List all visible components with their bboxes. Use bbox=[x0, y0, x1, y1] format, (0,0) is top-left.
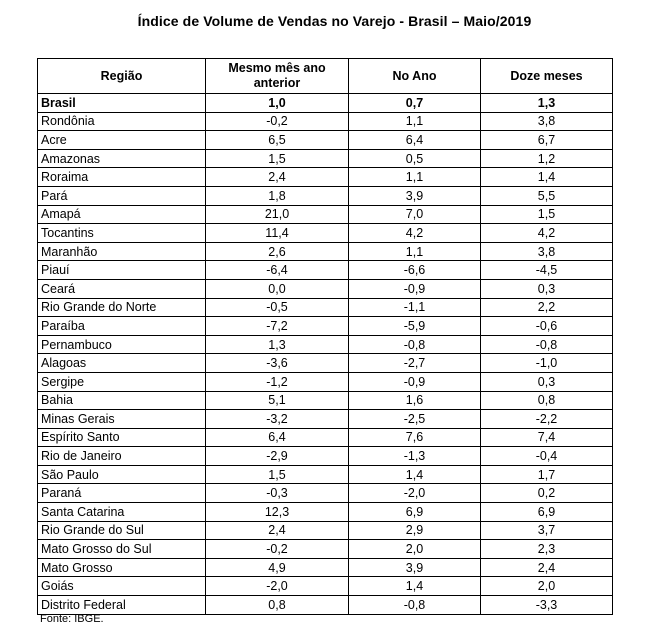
table-row bbox=[38, 503, 613, 522]
no-ano-cell: 1,1 bbox=[349, 112, 481, 131]
no-ano-cell: 2,9 bbox=[349, 521, 481, 540]
no-ano-cell: 3,9 bbox=[349, 186, 481, 205]
doze-meses-cell: 3,8 bbox=[481, 112, 613, 131]
no-ano-cell: -0,8 bbox=[349, 335, 481, 354]
region-cell: Piauí bbox=[38, 261, 206, 280]
doze-meses-cell: 1,5 bbox=[481, 205, 613, 224]
doze-meses-cell: 0,8 bbox=[481, 391, 613, 410]
table-row bbox=[38, 298, 613, 317]
region-cell: Rondônia bbox=[38, 112, 206, 131]
region-cell: Pará bbox=[38, 186, 206, 205]
header-no-ano: No Ano bbox=[349, 59, 481, 94]
region-cell: Rio Grande do Norte bbox=[38, 298, 206, 317]
mesmo-mes-cell: -6,4 bbox=[206, 261, 349, 280]
mesmo-mes-cell: 5,1 bbox=[206, 391, 349, 410]
doze-meses-cell: 1,4 bbox=[481, 168, 613, 187]
region-cell: Amazonas bbox=[38, 149, 206, 168]
table-row bbox=[38, 372, 613, 391]
no-ano-cell: -0,9 bbox=[349, 279, 481, 298]
mesmo-mes-cell: -0,2 bbox=[206, 540, 349, 559]
no-ano-cell: 0,5 bbox=[349, 149, 481, 168]
table-row bbox=[38, 279, 613, 298]
doze-meses-cell: 2,3 bbox=[481, 540, 613, 559]
no-ano-cell: 7,0 bbox=[349, 205, 481, 224]
no-ano-cell: 6,9 bbox=[349, 503, 481, 522]
no-ano-cell: 1,4 bbox=[349, 465, 481, 484]
table-row bbox=[38, 168, 613, 187]
region-cell: Paraíba bbox=[38, 317, 206, 336]
region-cell: Goiás bbox=[38, 577, 206, 596]
doze-meses-cell: -4,5 bbox=[481, 261, 613, 280]
mesmo-mes-cell: -3,2 bbox=[206, 410, 349, 429]
region-cell: Bahia bbox=[38, 391, 206, 410]
doze-meses-cell: 6,9 bbox=[481, 503, 613, 522]
doze-meses-cell: 0,2 bbox=[481, 484, 613, 503]
doze-meses-cell: 2,0 bbox=[481, 577, 613, 596]
region-cell: Rio de Janeiro bbox=[38, 447, 206, 466]
doze-meses-cell: 2,4 bbox=[481, 558, 613, 577]
no-ano-cell: -5,9 bbox=[349, 317, 481, 336]
sales-volume-table bbox=[37, 58, 613, 615]
mesmo-mes-cell: 2,4 bbox=[206, 521, 349, 540]
table-row bbox=[38, 205, 613, 224]
header-mesmo-mes: Mesmo mês ano anterior bbox=[206, 59, 349, 94]
doze-meses-cell: -3,3 bbox=[481, 596, 613, 615]
region-cell: Espírito Santo bbox=[38, 428, 206, 447]
table-row bbox=[38, 335, 613, 354]
doze-meses-cell: -0,8 bbox=[481, 335, 613, 354]
no-ano-cell: -1,1 bbox=[349, 298, 481, 317]
no-ano-cell: 7,6 bbox=[349, 428, 481, 447]
region-cell: Minas Gerais bbox=[38, 410, 206, 429]
mesmo-mes-cell: -7,2 bbox=[206, 317, 349, 336]
mesmo-mes-cell: 2,4 bbox=[206, 168, 349, 187]
no-ano-cell: 1,4 bbox=[349, 577, 481, 596]
region-cell: Ceará bbox=[38, 279, 206, 298]
doze-meses-cell: 0,3 bbox=[481, 372, 613, 391]
no-ano-cell: 2,0 bbox=[349, 540, 481, 559]
mesmo-mes-cell: 6,4 bbox=[206, 428, 349, 447]
table-row bbox=[38, 540, 613, 559]
mesmo-mes-cell: 4,9 bbox=[206, 558, 349, 577]
table-row bbox=[38, 558, 613, 577]
doze-meses-cell: 0,3 bbox=[481, 279, 613, 298]
doze-meses-cell: -0,6 bbox=[481, 317, 613, 336]
no-ano-cell: -2,5 bbox=[349, 410, 481, 429]
mesmo-mes-cell: 6,5 bbox=[206, 131, 349, 150]
region-cell: Pernambuco bbox=[38, 335, 206, 354]
region-cell: Santa Catarina bbox=[38, 503, 206, 522]
no-ano-cell: -2,7 bbox=[349, 354, 481, 373]
header-doze-meses: Doze meses bbox=[481, 59, 613, 94]
region-cell: Mato Grosso do Sul bbox=[38, 540, 206, 559]
region-cell: Amapá bbox=[38, 205, 206, 224]
table-row bbox=[38, 242, 613, 261]
table-title: Índice de Volume de Vendas no Varejo - Brasil – Maio/2019 bbox=[137, 13, 532, 29]
no-ano-cell: -2,0 bbox=[349, 484, 481, 503]
mesmo-mes-cell: -0,3 bbox=[206, 484, 349, 503]
region-cell: Roraima bbox=[38, 168, 206, 187]
no-ano-cell: 3,9 bbox=[349, 558, 481, 577]
doze-meses-cell: 5,5 bbox=[481, 186, 613, 205]
region-cell: Paraná bbox=[38, 484, 206, 503]
table-row bbox=[38, 354, 613, 373]
table-row bbox=[38, 186, 613, 205]
mesmo-mes-cell: -0,2 bbox=[206, 112, 349, 131]
doze-meses-cell: 3,8 bbox=[481, 242, 613, 261]
region-cell: Brasil bbox=[38, 94, 206, 113]
doze-meses-cell: 1,7 bbox=[481, 465, 613, 484]
mesmo-mes-cell: -1,2 bbox=[206, 372, 349, 391]
doze-meses-cell: 2,2 bbox=[481, 298, 613, 317]
table-body bbox=[38, 94, 613, 615]
doze-meses-cell: 3,7 bbox=[481, 521, 613, 540]
mesmo-mes-cell: 1,5 bbox=[206, 149, 349, 168]
table-row bbox=[38, 149, 613, 168]
mesmo-mes-cell: 11,4 bbox=[206, 224, 349, 243]
mesmo-mes-cell: 0,8 bbox=[206, 596, 349, 615]
no-ano-cell: 6,4 bbox=[349, 131, 481, 150]
region-cell: Distrito Federal bbox=[38, 596, 206, 615]
mesmo-mes-cell: 1,0 bbox=[206, 94, 349, 113]
table-row bbox=[38, 596, 613, 615]
region-cell: Alagoas bbox=[38, 354, 206, 373]
source-note: Fonte: IBGE. bbox=[40, 613, 104, 625]
mesmo-mes-cell: 12,3 bbox=[206, 503, 349, 522]
doze-meses-cell: -2,2 bbox=[481, 410, 613, 429]
table-row bbox=[38, 577, 613, 596]
doze-meses-cell: 7,4 bbox=[481, 428, 613, 447]
doze-meses-cell: -0,4 bbox=[481, 447, 613, 466]
table-row bbox=[38, 465, 613, 484]
mesmo-mes-cell: 21,0 bbox=[206, 205, 349, 224]
region-cell: Rio Grande do Sul bbox=[38, 521, 206, 540]
table-row bbox=[38, 521, 613, 540]
table-row bbox=[38, 224, 613, 243]
region-cell: São Paulo bbox=[38, 465, 206, 484]
no-ano-cell: -1,3 bbox=[349, 447, 481, 466]
no-ano-cell: -0,9 bbox=[349, 372, 481, 391]
no-ano-cell: 4,2 bbox=[349, 224, 481, 243]
table-row bbox=[38, 94, 613, 113]
doze-meses-cell: 1,3 bbox=[481, 94, 613, 113]
no-ano-cell: 1,1 bbox=[349, 168, 481, 187]
mesmo-mes-cell: 2,6 bbox=[206, 242, 349, 261]
header-regiao: Região bbox=[38, 59, 206, 94]
table-row bbox=[38, 131, 613, 150]
mesmo-mes-cell: 1,5 bbox=[206, 465, 349, 484]
table-row bbox=[38, 428, 613, 447]
no-ano-cell: 1,1 bbox=[349, 242, 481, 261]
doze-meses-cell: 1,2 bbox=[481, 149, 613, 168]
table-row bbox=[38, 447, 613, 466]
table-row bbox=[38, 410, 613, 429]
mesmo-mes-cell: 0,0 bbox=[206, 279, 349, 298]
table-row bbox=[38, 484, 613, 503]
table-row bbox=[38, 261, 613, 280]
region-cell: Mato Grosso bbox=[38, 558, 206, 577]
doze-meses-cell: -1,0 bbox=[481, 354, 613, 373]
region-cell: Acre bbox=[38, 131, 206, 150]
region-cell: Maranhão bbox=[38, 242, 206, 261]
region-cell: Sergipe bbox=[38, 372, 206, 391]
table-row bbox=[38, 391, 613, 410]
no-ano-cell: -6,6 bbox=[349, 261, 481, 280]
mesmo-mes-cell: 1,8 bbox=[206, 186, 349, 205]
mesmo-mes-cell: 1,3 bbox=[206, 335, 349, 354]
doze-meses-cell: 6,7 bbox=[481, 131, 613, 150]
no-ano-cell: -0,8 bbox=[349, 596, 481, 615]
no-ano-cell: 1,6 bbox=[349, 391, 481, 410]
table-row bbox=[38, 317, 613, 336]
mesmo-mes-cell: -2,9 bbox=[206, 447, 349, 466]
mesmo-mes-cell: -3,6 bbox=[206, 354, 349, 373]
header-row bbox=[38, 59, 613, 94]
region-cell: Tocantins bbox=[38, 224, 206, 243]
table-row bbox=[38, 112, 613, 131]
mesmo-mes-cell: -2,0 bbox=[206, 577, 349, 596]
no-ano-cell: 0,7 bbox=[349, 94, 481, 113]
doze-meses-cell: 4,2 bbox=[481, 224, 613, 243]
mesmo-mes-cell: -0,5 bbox=[206, 298, 349, 317]
